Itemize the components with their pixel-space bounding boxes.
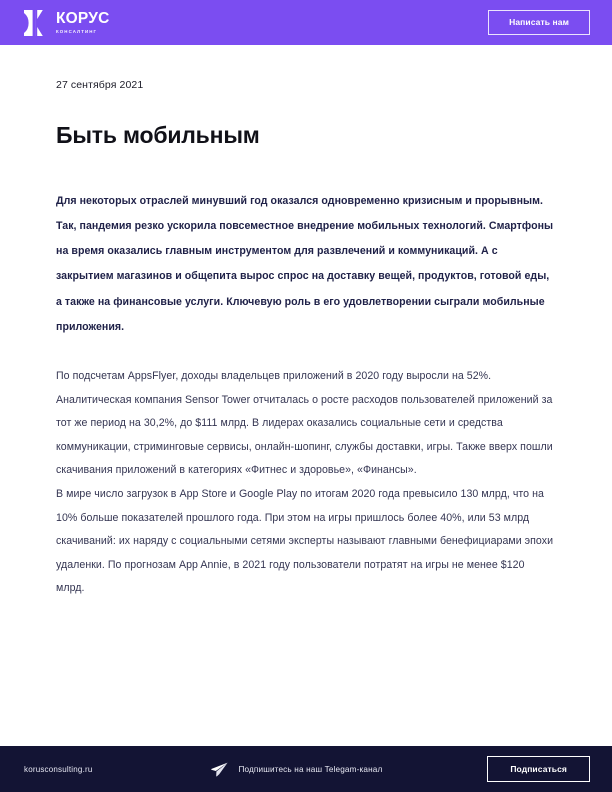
article-date: 27 сентября 2021	[56, 79, 144, 91]
footer-telegram-promo	[113, 762, 482, 777]
telegram-icon	[211, 762, 228, 777]
brand-title: КОРУС	[56, 10, 110, 28]
brand-logo[interactable]	[24, 10, 110, 36]
page-title: Быть мобильным	[56, 121, 260, 148]
footer-telegram-note: Подпишитесь на наш Telegam-канал	[238, 764, 383, 774]
subscribe-button[interactable]: Подписаться	[487, 756, 590, 783]
brand-subtitle: КОНСАЛТИНГ	[56, 28, 98, 34]
site-footer	[0, 746, 612, 792]
site-header	[0, 0, 612, 45]
article-lead: Для некоторых отраслей минувший год оказался одновременно кризисным и прорывным. Так, пандемия резко ускорила повсеместное внедрение мобильных технологий. Смартфоны на время оказались главным инструментом для развлечений и коммуникаций. А с закрытием магазинов и общепита вырос спрос на доставку вещей, продуктов, готовой еды, а также на финансовые услуги. Ключевую роль в его удовлетворении сыграли мобильные приложения.	[56, 194, 554, 333]
article-paragraph: В мире число загрузок в App Store и Google Play по итогам 2020 года превысило 130 млрд, что на 10% больше показателей прошлого года. При этом на игры пришлось более 40%, или 53 млрд скачиваний: их наряду с социальными сетями эксперты называют главными бенефициарами эпохи удаленки. По прогнозам App Annie, в 2021 году пользователи потратят на игры не менее $120 млрд.	[56, 487, 554, 595]
brand-wordmark	[56, 11, 110, 34]
article-paragraph: По подсчетам AppsFlyer, доходы владельцев приложений в 2020 году выросли на 52%. Аналитическая компания Sensor Tower отчиталась о росте расходов пользователей приложений за тот же период на 30,2%, до $111 млрд. В лидерах оказались социальные сети и средства коммуникации, стриминговые сервисы, онлайн-шопинг, службы доставки, игры. Также вверх пошли скачивания приложений в категориях «Фитнес и здоровье», «Финансы».	[56, 370, 553, 477]
korus-logo-mark-icon	[24, 10, 49, 36]
footer-site-url[interactable]: korusconsulting.ru	[24, 764, 93, 774]
contact-us-button[interactable]: Написать нам	[488, 10, 590, 35]
article-body	[56, 365, 556, 601]
article-content	[0, 45, 612, 746]
